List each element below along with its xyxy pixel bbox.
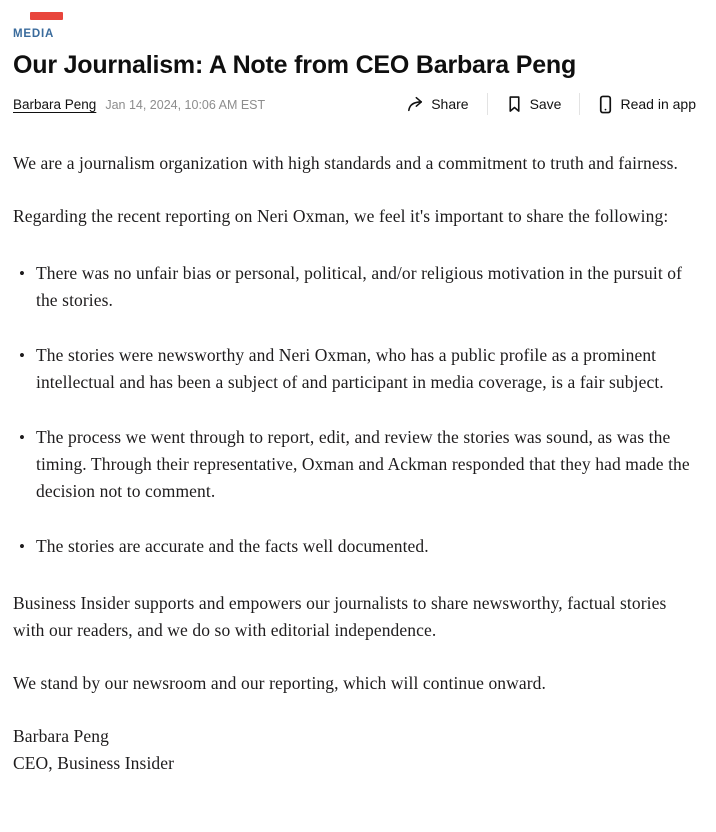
category-link-media[interactable]: MEDIA (13, 28, 55, 40)
article-actions (401, 93, 700, 116)
bookmark-icon (506, 95, 523, 113)
paragraph: Business Insider supports and empowers our journalists to share newsworthy, factual stories with our readers, and we do so with editorial independence. (13, 592, 667, 640)
action-divider (487, 93, 488, 115)
bullet-list (13, 260, 700, 560)
timestamp: Jan 14, 2024, 10:06 AM EST (105, 97, 266, 112)
save-label: Save (529, 96, 562, 113)
signature (13, 723, 700, 777)
article-body (13, 150, 700, 777)
share-label: Share (431, 96, 469, 113)
paragraph: Regarding the recent reporting on Neri Oxman, we feel it's important to share the following: (13, 205, 669, 226)
paragraph: We stand by our newsroom and our reporting, which will continue onward. (13, 672, 547, 693)
read-in-app-label: Read in app (620, 96, 696, 113)
author-link[interactable]: Barbara Peng (13, 96, 97, 112)
paragraph: We are a journalism organization with high standards and a commitment to truth and fairness. (13, 152, 679, 173)
phone-icon (598, 95, 613, 114)
masthead-logo-fragment (30, 12, 63, 20)
list-item: • The process we went through to report, edit, and review the stories was sound, as was the timing. Through their representative, Oxman and Ackman responded that they had made the decision not to comment. (13, 424, 700, 505)
share-icon (405, 95, 424, 113)
byline-row (13, 93, 700, 116)
page-title: Our Journalism: A Note from CEO Barbara Peng (13, 51, 577, 79)
action-divider (579, 93, 580, 115)
read-in-app-button[interactable] (594, 93, 700, 116)
list-item: • The stories were newsworthy and Neri Oxman, who has a public profile as a prominent intellectual and has been a subject of and participant in media coverage, is a fair subject. (13, 342, 700, 396)
list-item: • The stories are accurate and the facts well documented. (13, 533, 700, 560)
save-button[interactable] (502, 93, 566, 115)
signature-name: Barbara Peng (13, 725, 109, 746)
byline (13, 97, 265, 112)
signature-title: CEO, Business Insider (13, 752, 175, 773)
share-button[interactable] (401, 93, 472, 115)
list-item: • There was no unfair bias or personal, political, and/or religious motivation in the pursuit of the stories. (13, 260, 700, 314)
